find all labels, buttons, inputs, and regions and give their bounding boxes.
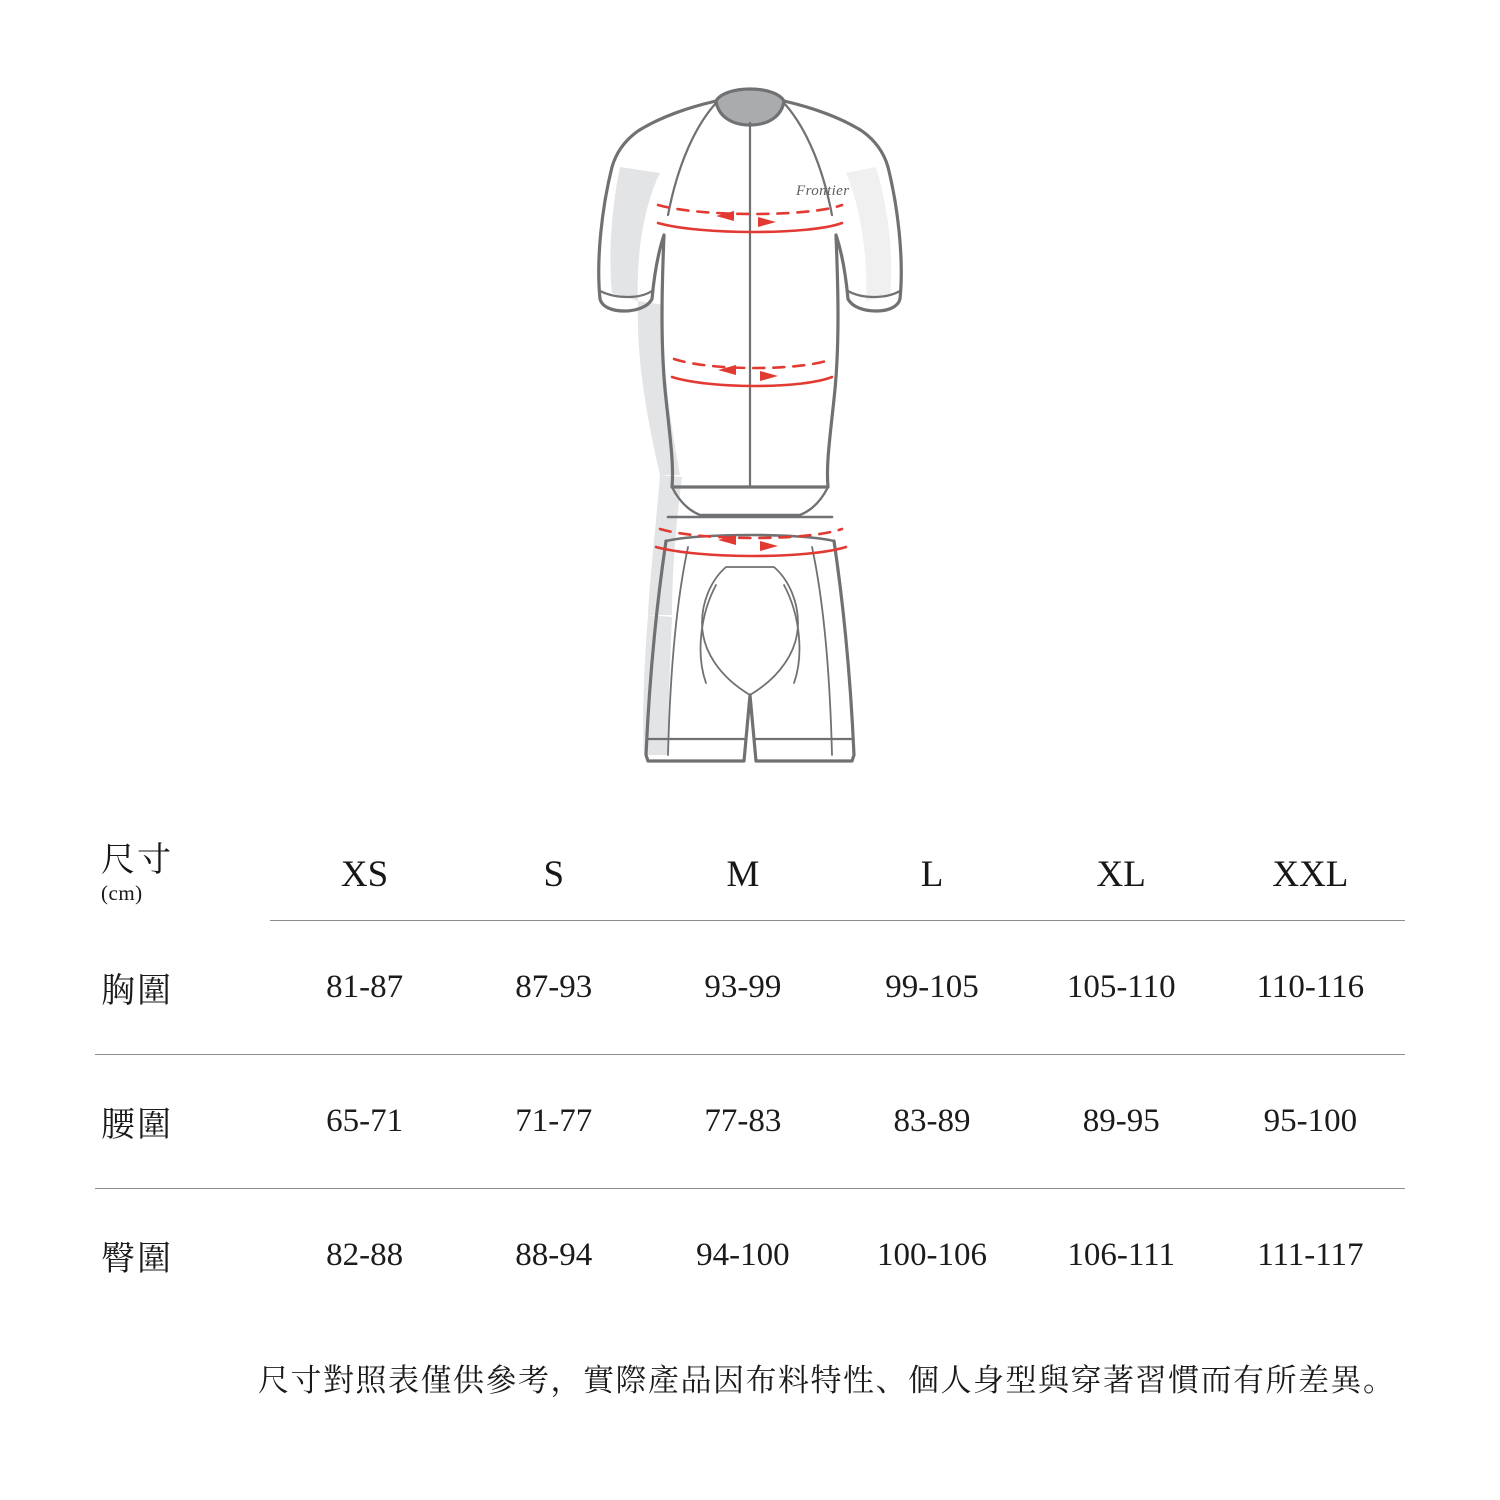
waist-l: 83-89 (893, 1103, 971, 1139)
size-header-xxl: XXL (1272, 853, 1349, 895)
waist-s: 71-77 (515, 1103, 593, 1139)
table-row-waist (95, 1055, 1405, 1188)
chest-xl: 105-110 (1066, 969, 1176, 1005)
table-header-row (95, 828, 1405, 920)
size-label-zh: 尺寸 (101, 842, 173, 880)
chest-m: 93-99 (704, 969, 782, 1005)
hip-m: 94-100 (696, 1237, 790, 1273)
size-header-m: M (726, 853, 760, 895)
size-header-xs: XS (340, 853, 389, 895)
disclaimer-note: 尺寸對照表僅供參考，實際產品因布料特性、個人身型與穿著習慣而有所差異。 (258, 1363, 1396, 1398)
chest-s: 87-93 (515, 969, 593, 1005)
size-header-l: L (920, 853, 944, 895)
table-row-hip (95, 1189, 1405, 1322)
hip-xxl: 111-117 (1257, 1237, 1364, 1273)
chest-xxl: 110-116 (1256, 969, 1365, 1005)
waist-m: 77-83 (704, 1103, 782, 1139)
size-header-xl: XL (1096, 853, 1146, 895)
cycling-skinsuit-measurement-diagram (520, 55, 980, 795)
hip-measure-line (656, 529, 846, 556)
size-header-s: S (543, 853, 565, 895)
size-unit-label (95, 828, 270, 920)
waist-xxl: 95-100 (1263, 1103, 1358, 1139)
size-table (95, 828, 1405, 1322)
hip-xl: 106-111 (1067, 1237, 1175, 1273)
shorts-outline (646, 541, 854, 761)
waist-xs: 65-71 (326, 1103, 404, 1139)
chest-l: 99-105 (885, 969, 979, 1005)
brand-logo (795, 183, 849, 199)
row-label-hip: 臀圍 (101, 1241, 173, 1278)
table-row-chest (95, 921, 1405, 1054)
svg-text:Frontier: Frontier (796, 183, 850, 199)
hip-xs: 82-88 (326, 1237, 404, 1273)
size-label-unit: (cm) (101, 881, 143, 906)
waist-xl: 89-95 (1082, 1103, 1160, 1139)
waist-measure-line (672, 359, 832, 386)
row-label-chest: 胸圍 (101, 973, 173, 1010)
chest-xs: 81-87 (326, 969, 404, 1005)
hip-s: 88-94 (515, 1237, 593, 1273)
row-label-waist: 腰圍 (101, 1107, 173, 1144)
hip-l: 100-106 (877, 1237, 988, 1273)
